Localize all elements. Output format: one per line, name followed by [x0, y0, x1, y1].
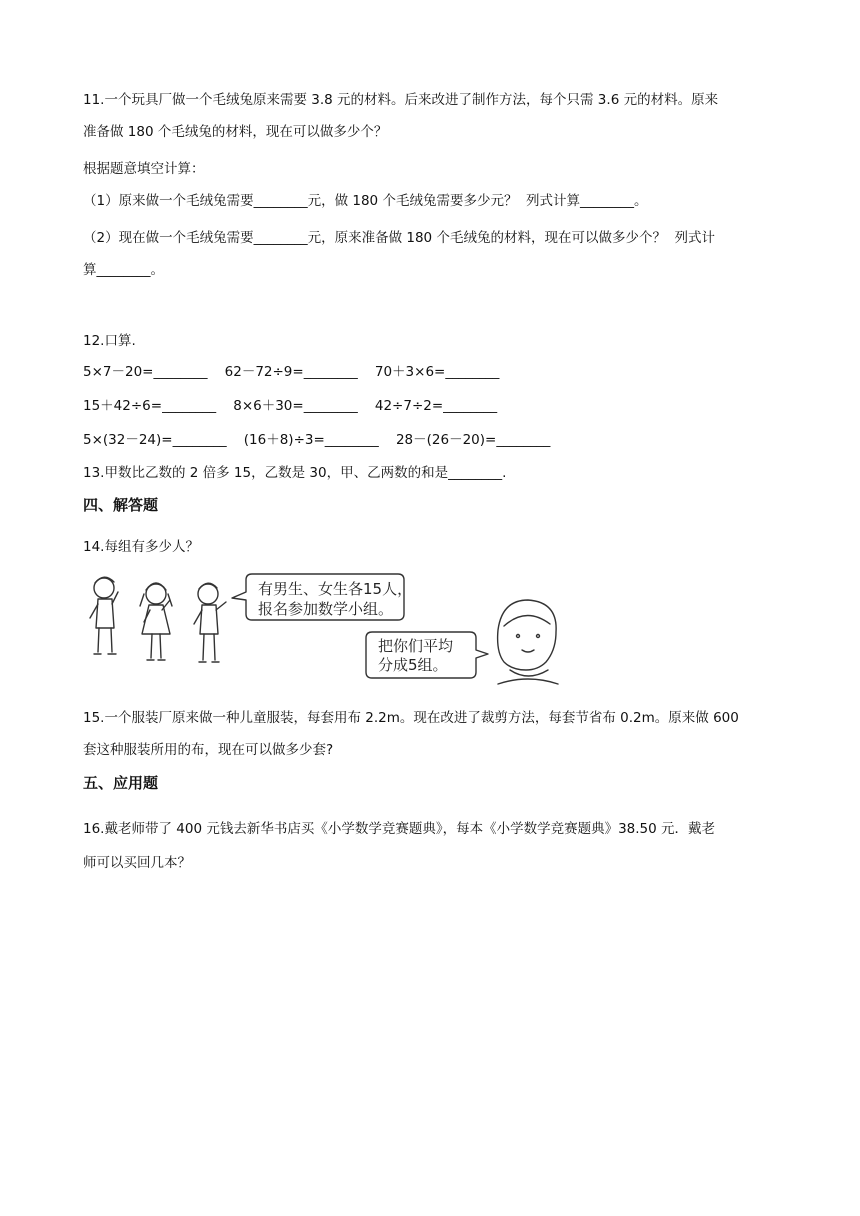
- q15-line-2: 套这种服装所用的布，现在可以做多少套?: [83, 742, 334, 758]
- q16-line-2: 师可以买回几本？: [83, 855, 191, 871]
- q11-line-5: （2）现在做一个毛绒兔需要________元，原来准备做 180 个毛绒兔的材料，现在可以做多少个？ 列式计: [83, 230, 716, 246]
- q15-line-1: 15.一个服装厂原来做一种儿童服装，每套用布 2.2m。现在改进了裁剪方法，每套节省布 0.2m。原来做 600: [83, 710, 739, 726]
- q12-row-3: 5×(32－24)=________ (16＋8)÷3=________ 28－(26－20)=________: [83, 432, 551, 448]
- q11-line-1: 11.一个玩具厂做一个毛绒兔原来需要 3.8 元的材料。后来改进了制作方法，每个只需 3.6 元的材料。原来: [83, 92, 719, 108]
- q14-illustration: [86, 566, 564, 692]
- q16-line-1: 16.戴老师带了 400 元钱去新华书店买《小学数学竞赛题典》，每本《小学数学竞赛题典》38.50 元．戴老: [83, 821, 716, 837]
- section-4-heading: 四、解答题: [83, 496, 159, 514]
- q11-line-6: 算________。: [83, 262, 164, 278]
- teacher-figure: [498, 600, 558, 684]
- bubble-1-line-2: 报名参加数学小组。: [258, 600, 394, 618]
- q12-row-1: 5×7－20=________ 62－72÷9=________ 70＋3×6=________: [83, 364, 500, 380]
- bubble-2-line-2: 分成5组。: [378, 656, 448, 674]
- q11-line-2: 准备做 180 个毛绒兔的材料，现在可以做多少个？: [83, 124, 388, 140]
- bubble-1-line-1: 有男生、女生各15人，: [258, 580, 413, 598]
- boy-figure-1: [90, 577, 118, 654]
- boy-figure-2: [194, 583, 226, 662]
- bubble-2-line-1: 把你们平均: [378, 637, 454, 655]
- q14-text: 14.每组有多少人？: [83, 539, 199, 555]
- q11-line-3: 根据题意填空计算：: [83, 161, 205, 177]
- q12-title: 12.口算.: [83, 333, 136, 349]
- q11-line-4: （1）原来做一个毛绒兔需要________元，做 180 个毛绒兔需要多少元？ 列式计算________。: [83, 193, 648, 209]
- section-5-heading: 五、应用题: [83, 774, 159, 792]
- q12-row-2: 15＋42÷6=________ 8×6＋30=________ 42÷7÷2=________: [83, 398, 498, 414]
- girl-figure: [140, 583, 172, 660]
- q13-text: 13.甲数比乙数的 2 倍多 15，乙数是 30，甲、乙两数的和是________.: [83, 465, 507, 481]
